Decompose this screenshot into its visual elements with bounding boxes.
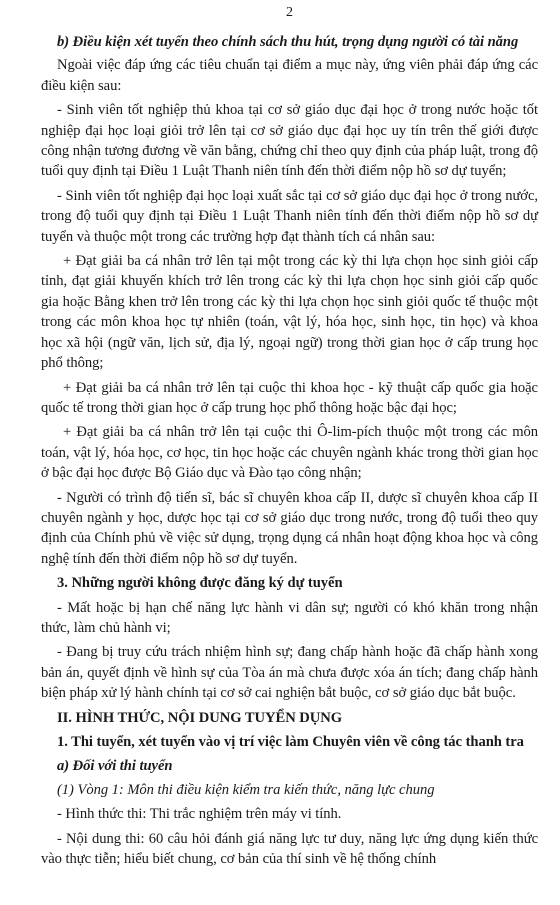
heading-b-talent-conditions: b) Điều kiện xét tuyển theo chính sách thu hút, trọng dụng người có tài năng <box>57 34 519 50</box>
exam-content: - Nội dung thi: 60 câu hỏi đánh giá năng lực tư duy, năng lực ứng dụng kiến thức vào thực tiễn; hiểu biết chung, cơ bản của thí sinh về hệ thống chính <box>41 830 538 868</box>
achievement-science-contest: + Đạt giải ba cá nhân trở lên tại cuộc thi khoa học - kỹ thuật cấp quốc gia hoặc quốc tế trong thời gian học ở cấp trung học phổ thông hoặc bậc đại học; <box>41 379 538 416</box>
round-1-title: (1) Vòng 1: Môn thi điều kiện kiểm tra kiến thức, năng lực chung <box>57 781 435 798</box>
section-ii-title: II. HÌNH THỨC, NỘI DUNG TUYỂN DỤNG <box>57 709 343 726</box>
exclusion-criminal: - Đang bị truy cứu trách nhiệm hình sự; đang chấp hành hoặc đã chấp hành xong bản án, quyết định về hình sự của Tòa án mà chưa được xóa án tích; đang chấp hành biện pháp xử lý hành chính tại cơ sở cai nghiện bắt buộc, cơ sở giáo dục bắt buộc. <box>41 644 538 702</box>
condition-valedictorian: - Sinh viên tốt nghiệp thủ khoa tại cơ sở giáo dục đại học ở trong nước hoặc tốt nghiệp đại học loại giỏi trở lên tại cơ sở giáo dục đại học uy tín trên thế giới được công nhận tương đương về văn bằng, chứng chỉ theo quy định của pháp luật, trong độ tuổi quy định tại Điều 1 Luật Thanh niên tính đến thời điểm nộp hồ sơ dự tuyển; <box>41 102 538 180</box>
heading-a-exam: a) Đối với thi tuyển <box>57 758 173 775</box>
achievement-student-competition: + Đạt giải ba cá nhân trở lên tại một trong các kỳ thi lựa chọn học sinh giỏi cấp tỉnh, đạt giải khuyến khích trở lên trong các kỳ thi lựa chọn học sinh giỏi cấp quốc gia hoặc Bằng khen trở lên trong các kỳ thi lựa chọn học sinh giỏi quốc tế thuộc một trong các môn khoa học tự nhiên (toán, vật lý, hóa học, sinh học, tin học) và khoa học xã hội (ngữ văn, lịch sử, địa lý, ngoại ngữ) trong thời gian học ở cấp trung học phổ thông; <box>41 253 538 372</box>
condition-excellent-graduate: - Sinh viên tốt nghiệp đại học loại xuất sắc tại cơ sở giáo dục đại học ở trong nước, trong độ tuổi quy định tại Điều 1 Luật Thanh niên tính đến thời điểm nộp hồ sơ dự tuyển và thuộc một trong các trường hợp đạt thành tích cá nhân sau: <box>41 187 538 245</box>
heading-3-ineligible: 3. Những người không được đăng ký dự tuyển <box>57 575 343 592</box>
intro-paragraph: Ngoài việc đáp ứng các tiêu chuẩn tại điểm a mục này, ứng viên phải đáp ứng các điều kiện sau: <box>41 57 538 94</box>
condition-doctorate: - Người có trình độ tiến sĩ, bác sĩ chuyên khoa cấp II, dược sĩ chuyên khoa cấp II chuyên ngành y học, dược học tại cơ sở giáo dục trong nước, trong độ tuổi theo quy định của Chính phủ về việc sử dụng, trọng dụng cá nhân hoạt động khoa học và công nghệ tính đến thời điểm nộp hồ sơ dự tuyển. <box>41 489 538 567</box>
page-number: 2 <box>286 5 293 20</box>
heading-1-inspector-recruitment: 1. Thi tuyển, xét tuyển vào vị trí việc làm Chuyên viên về công tác thanh tra <box>57 734 524 750</box>
exam-form: - Hình thức thi: Thi trắc nghiệm trên máy vi tính. <box>57 806 342 823</box>
achievement-olympiad: + Đạt giải ba cá nhân trở lên tại cuộc thi Ô-lim-pích thuộc một trong các môn toán, vật lý, hóa học, cơ học, tin học hoặc các chuyên ngành khác trong thời gian học ở bậc đại học được Bộ Giáo dục và Đào tạo công nhận; <box>41 424 538 482</box>
exclusion-capacity: - Mất hoặc bị hạn chế năng lực hành vi dân sự; người có khó khăn trong nhận thức, làm chủ hành vi; <box>41 599 538 636</box>
